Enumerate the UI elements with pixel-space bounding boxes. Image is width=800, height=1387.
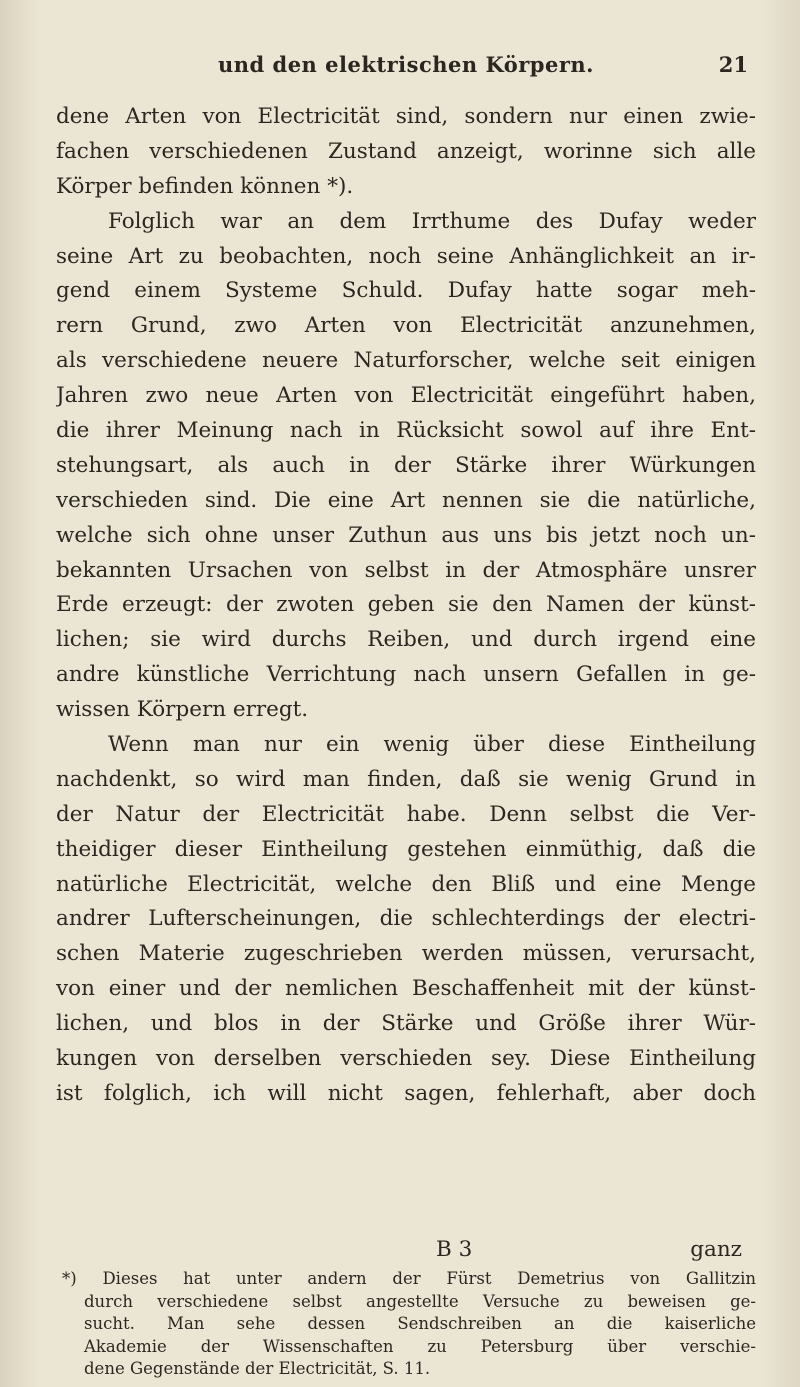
signature-mark: B 3 <box>436 1237 473 1262</box>
footnote-line: durch verschiedene selbst angestellte Versuche zu beweisen ge- <box>84 1291 756 1311</box>
text-line: kungen von derselben verschieden sey. Diese Eintheilung <box>56 1046 756 1072</box>
text-line: Erde erzeugt: der zwoten geben sie den Namen der künst- <box>56 592 756 618</box>
text-line: von einer und der nemlichen Beschaffenheit mit der künst- <box>56 976 756 1002</box>
body-text <box>56 100 756 1112</box>
text-line: bekannten Ursachen von selbst in der Atmosphäre unsrer <box>56 557 756 583</box>
text-line: Körper befinden können *). <box>56 173 354 199</box>
footnote-line: *) Dieses hat unter andern der Fürst Demetrius von Gallitzin <box>62 1269 756 1288</box>
text-line: dene Arten von Electricität sind, sondern nur einen zwie- <box>56 104 756 129</box>
page-number: 21 <box>718 52 748 77</box>
text-line: andre künstliche Verrichtung nach unsern Gefallen in ge- <box>56 662 756 688</box>
text-line: seine Art zu beobachten, noch seine Anhänglichkeit an ir- <box>56 243 756 269</box>
footnote <box>56 1268 756 1381</box>
text-line: lichen, und blos in der Stärke und Größe ihrer Wür- <box>56 1011 756 1037</box>
running-title: und den elektrischen Körpern. <box>217 52 594 77</box>
footnote-line: dene Gegenstände der Electricität, S. 11. <box>84 1359 431 1379</box>
text-line: Wenn man nur ein wenig über diese Eintheilung <box>108 732 756 758</box>
running-head <box>56 52 756 82</box>
text-line: lichen; sie wird durchs Reiben, und durch irgend eine <box>56 627 756 653</box>
text-line: nachdenkt, so wird man finden, daß sie wenig Grund in <box>56 766 756 792</box>
text-line: stehungsart, als auch in der Stärke ihrer Würkungen <box>56 452 756 478</box>
text-line: andrer Lufterscheinungen, die schlechterdings der electri- <box>56 906 756 932</box>
text-line: ist folglich, ich will nicht sagen, fehlerhaft, aber doch <box>56 1080 756 1106</box>
text-line: schen Materie zugeschrieben werden müssen, verursacht, <box>56 941 756 967</box>
catchline <box>56 1237 756 1271</box>
text-line: fachen verschiedenen Zustand anzeigt, worinne sich alle <box>56 138 756 164</box>
text-line: Folglich war an dem Irrthume des Dufay weder <box>108 208 756 234</box>
text-line: Jahren zwo neue Arten von Electricität eingeführt haben, <box>56 383 756 409</box>
text-line: als verschiedene neuere Naturforscher, welche seit einigen <box>56 348 756 374</box>
catchword: ganz <box>690 1237 742 1262</box>
text-line: verschieden sind. Die eine Art nennen sie die natürliche, <box>56 487 756 513</box>
text-line: welche sich ohne unser Zuthun aus uns bis jetzt noch un- <box>56 522 756 548</box>
text-line: der Natur der Electricität habe. Denn selbst die Ver- <box>56 801 756 827</box>
text-line: rern Grund, zwo Arten von Electricität anzunehmen, <box>56 313 756 339</box>
text-line: natürliche Electricität, welche den Bliß und eine Menge <box>56 871 756 897</box>
text-line: theidiger dieser Eintheilung gestehen einmüthig, daß die <box>56 836 756 862</box>
footnote-line: sucht. Man sehe dessen Sendschreiben an die kaiserliche <box>84 1314 756 1334</box>
footnote-line: Akademie der Wissenschaften zu Petersburg über verschie- <box>84 1336 756 1356</box>
text-line: gend einem Systeme Schuld. Dufay hatte sogar meh- <box>56 278 756 304</box>
text-line: die ihrer Meinung nach in Rücksicht sowol auf ihre Ent- <box>56 418 756 444</box>
text-line: wissen Körpern erregt. <box>56 697 309 723</box>
